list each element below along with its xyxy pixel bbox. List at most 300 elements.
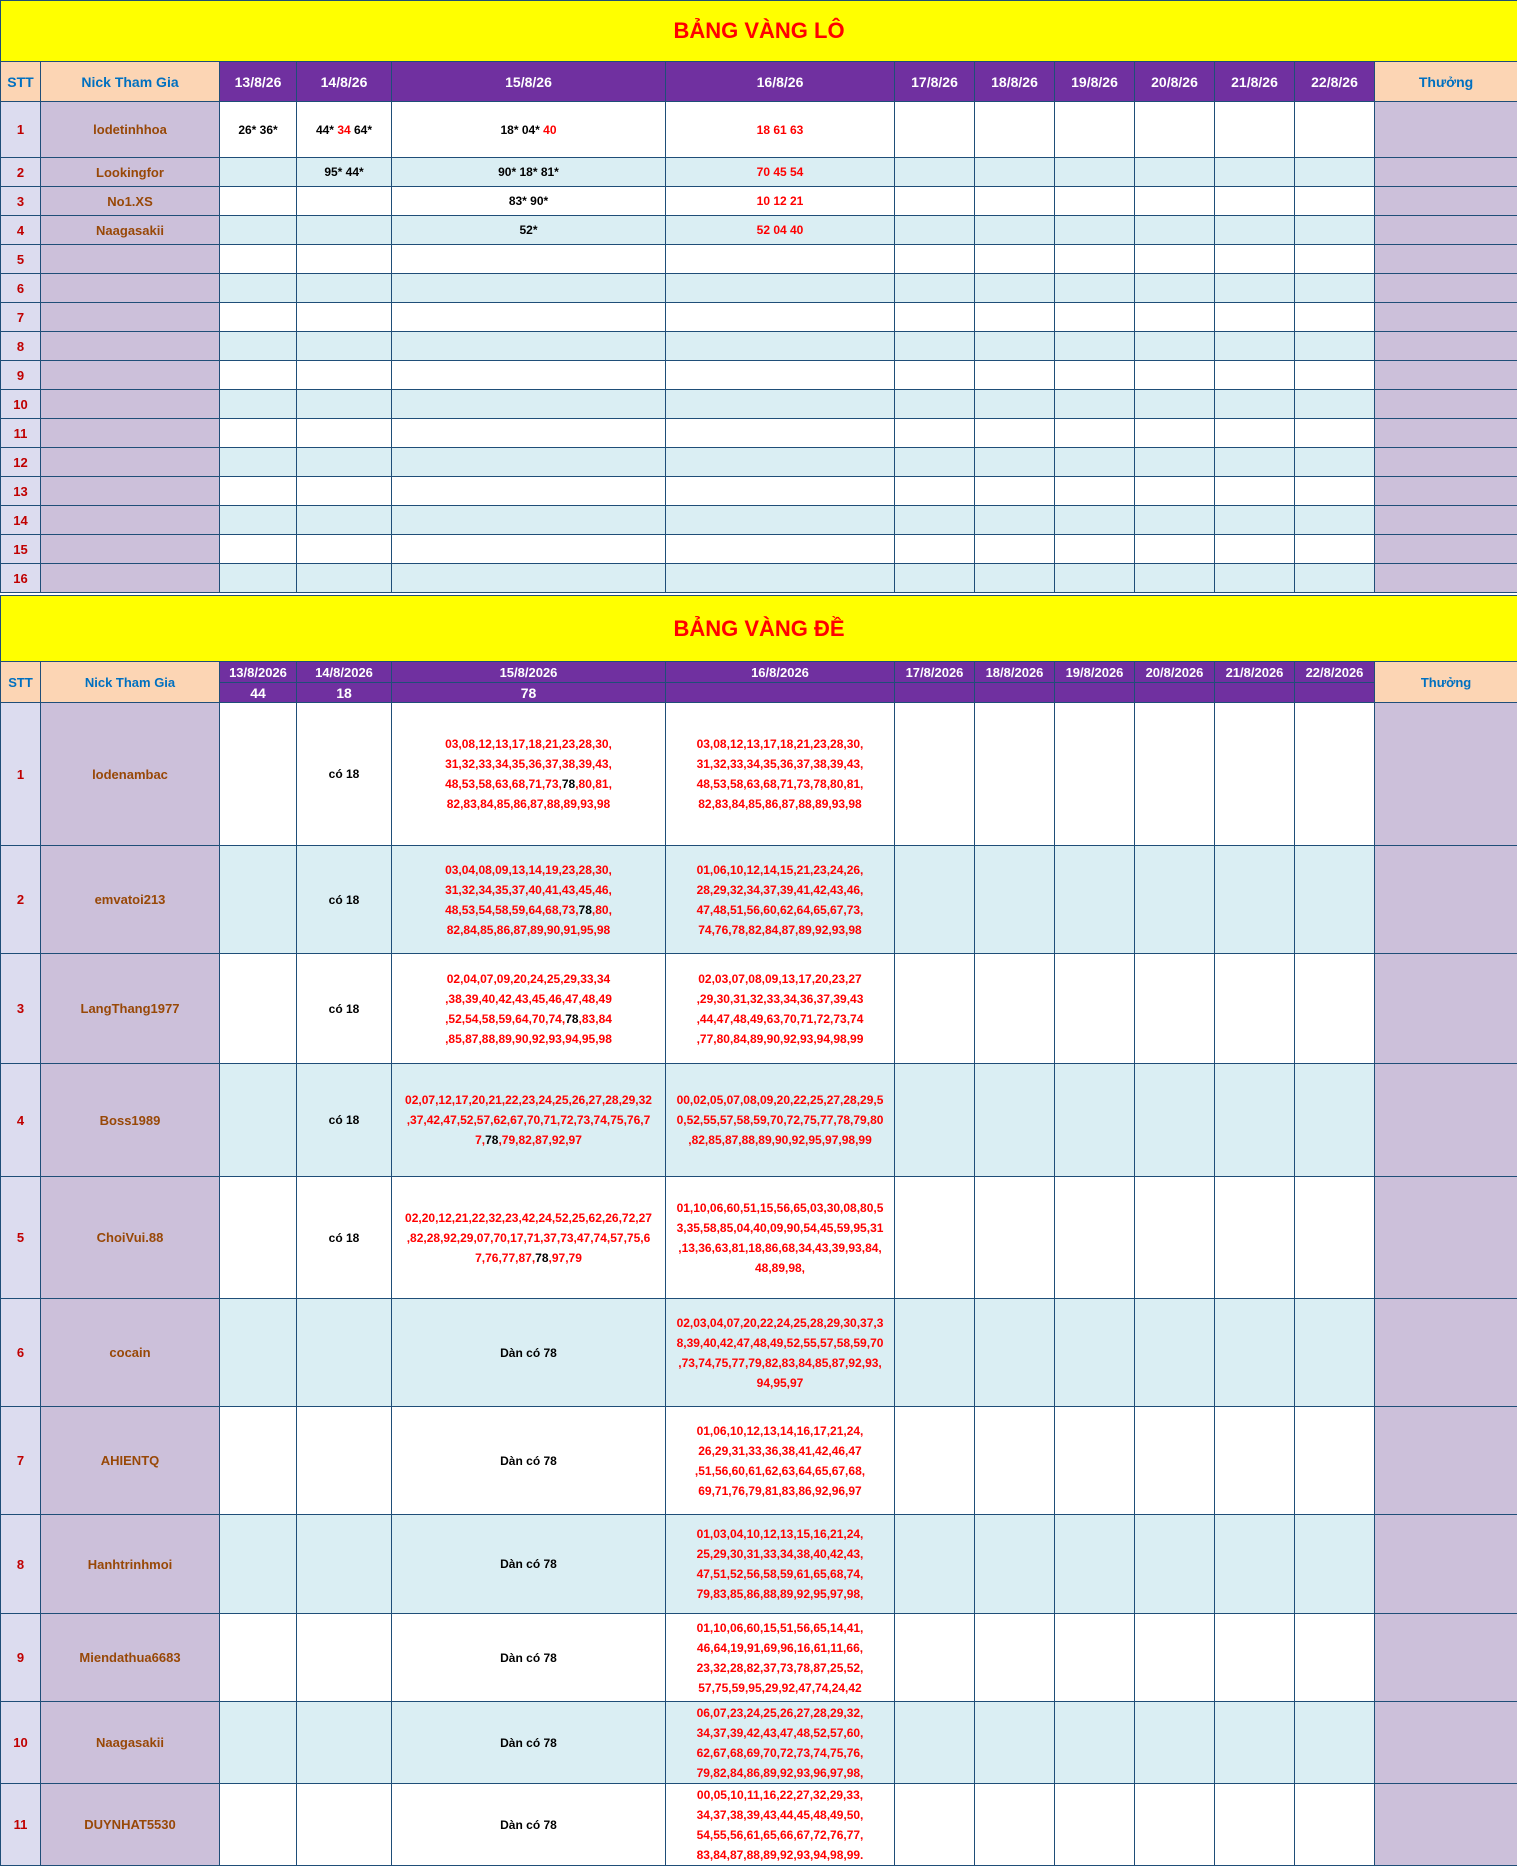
de-header-date: 16/8/2026: [666, 662, 895, 683]
de-row: [1, 1515, 1517, 1614]
lo-cell: [1295, 390, 1375, 419]
lo-cell: [220, 102, 297, 158]
de-row: [1, 1177, 1517, 1299]
row-nick: [41, 535, 220, 564]
de-row: [1, 1702, 1517, 1784]
lo-cell: [1055, 564, 1135, 593]
de-cell: [895, 1702, 975, 1784]
lo-cell: [1135, 477, 1215, 506]
lo-number: 26* 36*: [238, 122, 278, 137]
lo-cell: [1295, 303, 1375, 332]
lo-cell: [1135, 390, 1215, 419]
de-cell: [297, 1299, 392, 1407]
lo-cell: [895, 564, 975, 593]
de-cell: [392, 1064, 666, 1177]
lo-cell: [1295, 102, 1375, 158]
de-cell: [1215, 1614, 1295, 1702]
row-stt: 2: [1, 846, 41, 954]
de-cell: [666, 1784, 895, 1866]
lo-cell: [1295, 158, 1375, 187]
lo-cell: [220, 506, 297, 535]
lo-cell: [297, 361, 392, 390]
de-row: [1, 1064, 1517, 1177]
de-numbers: 01,06,10,12,13,14,16,17,21,24, 26,29,31,33,36,38,41,42,46,47 ,51,56,60,61,62,63,64,65,67,68, 69,71,76,79,81,83,86,92,96,97: [694, 1423, 866, 1498]
de-cell: [1215, 1407, 1295, 1515]
de-row: [1, 1299, 1517, 1407]
lo-cell: [1055, 448, 1135, 477]
lo-cell: [392, 274, 666, 303]
lo-row: [1, 361, 1517, 390]
de-numbers: 00,05,10,11,16,22,27,32,29,33, 34,37,38,39,43,44,45,48,49,50, 54,55,56,61,65,66,67,72,76,77, 83,84,87,88,89,92,93,94,98,99.: [696, 1787, 864, 1862]
de-cell: [1295, 1177, 1375, 1299]
lo-cell: [1135, 361, 1215, 390]
row-prize: [1375, 303, 1517, 332]
lo-cell: [1055, 303, 1135, 332]
de-number-hit: 78: [578, 902, 592, 917]
row-nick: [41, 245, 220, 274]
row-stt: 10: [1, 390, 41, 419]
lo-cell: [297, 332, 392, 361]
de-cell: [297, 954, 392, 1064]
de-cell: [297, 846, 392, 954]
lo-cell: [297, 274, 392, 303]
de-header-date: 15/8/2026: [392, 662, 666, 683]
de-cell: [895, 703, 975, 846]
de-cell: [1135, 1784, 1215, 1866]
de-cell: [1215, 1784, 1295, 1866]
lo-cell: [1055, 419, 1135, 448]
de-note: có 18: [328, 1230, 360, 1245]
de-cell: [1295, 846, 1375, 954]
de-cell: [975, 1407, 1055, 1515]
de-result: [895, 683, 975, 703]
lo-cell: [1215, 303, 1295, 332]
de-note: Dàn có 78: [500, 1650, 557, 1665]
de-cell: [975, 703, 1055, 846]
lo-cell: [895, 477, 975, 506]
de-cell: [392, 1515, 666, 1614]
lo-cell: [895, 187, 975, 216]
de-cell: [297, 1407, 392, 1515]
row-nick: Naagasakii: [41, 1702, 220, 1784]
de-cell: [1055, 1515, 1135, 1614]
de-cell: [220, 1407, 297, 1515]
de-numbers: ,83,84 ,85,87,88,89,90,92,93,94,95,98: [445, 1011, 612, 1046]
de-header-date: 21/8/2026: [1215, 662, 1295, 683]
lo-cell: [666, 102, 895, 158]
de-cell: [975, 1064, 1055, 1177]
lo-cell: [895, 102, 975, 158]
de-cell: [1055, 1784, 1135, 1866]
lo-cell: [1215, 274, 1295, 303]
lo-cell: [297, 245, 392, 274]
lo-cell: [297, 477, 392, 506]
lo-cell: [895, 245, 975, 274]
row-prize: [1375, 419, 1517, 448]
lo-cell: [220, 535, 297, 564]
lo-header-date: 21/8/26: [1215, 62, 1295, 102]
lo-number: 83* 90*: [508, 194, 549, 208]
lo-cell: [1215, 448, 1295, 477]
de-cell: [1135, 954, 1215, 1064]
lo-row: [1, 245, 1517, 274]
de-cell: [1295, 1407, 1375, 1515]
lo-number: 95* 44*: [324, 165, 364, 179]
lo-cell: [220, 245, 297, 274]
lo-cell: [1215, 158, 1295, 187]
de-cell: [975, 1784, 1055, 1866]
row-prize: [1375, 703, 1517, 846]
de-cell: [1135, 1064, 1215, 1177]
de-cell: [220, 846, 297, 954]
row-nick: ChoiVui.88: [41, 1177, 220, 1299]
lo-cell: [1055, 274, 1135, 303]
lo-cell: [895, 216, 975, 245]
lo-cell: [1135, 102, 1215, 158]
de-cell: [895, 1299, 975, 1407]
lo-cell: [392, 245, 666, 274]
lo-cell: [975, 477, 1055, 506]
row-nick: LangThang1977: [41, 954, 220, 1064]
de-numbers: 03,08,12,13,17,18,21,23,28,30, 31,32,33,34,35,36,37,38,39,43, 48,53,58,63,68,71,73,: [445, 737, 612, 791]
lo-cell: [1055, 390, 1135, 419]
de-numbers: 03,08,12,13,17,18,21,23,28,30, 31,32,33,34,35,36,37,38,39,43, 48,53,58,63,68,71,73,78,80,81, 82,83,84,85,86,87,88,89,93,98: [696, 737, 864, 811]
de-cell: [1055, 1407, 1135, 1515]
de-result: 78: [392, 683, 666, 703]
lo-cell: [1295, 564, 1375, 593]
de-cell: [1135, 1177, 1215, 1299]
de-cell: [220, 1177, 297, 1299]
de-cell: [1215, 846, 1295, 954]
lo-row: [1, 535, 1517, 564]
lo-header-date: 16/8/26: [666, 62, 895, 102]
lo-cell: [392, 419, 666, 448]
de-cell: [895, 1064, 975, 1177]
de-cell: [895, 1784, 975, 1866]
lo-number-hit: 34: [337, 122, 351, 137]
lo-cell: [895, 419, 975, 448]
de-result: [1055, 683, 1135, 703]
de-cell: [1215, 954, 1295, 1064]
row-stt: 5: [1, 245, 41, 274]
lo-row: [1, 216, 1517, 245]
de-header-date: 20/8/2026: [1135, 662, 1215, 683]
row-nick: [41, 390, 220, 419]
de-cell: [975, 1614, 1055, 1702]
row-prize: [1375, 158, 1517, 187]
de-cell: [1055, 1614, 1135, 1702]
de-cell: [666, 1515, 895, 1614]
lo-cell: [1215, 419, 1295, 448]
row-nick: lodetinhhoa: [41, 102, 220, 158]
row-nick: Lookingfor: [41, 158, 220, 187]
de-cell: [1135, 1299, 1215, 1407]
row-nick: DUYNHAT5530: [41, 1784, 220, 1866]
lo-cell: [220, 390, 297, 419]
row-nick: [41, 361, 220, 390]
lo-header-date: 19/8/26: [1055, 62, 1135, 102]
de-cell: [666, 1702, 895, 1784]
lo-cell: [666, 419, 895, 448]
lo-header-date: 20/8/26: [1135, 62, 1215, 102]
de-cell: [1215, 1177, 1295, 1299]
de-note: có 18: [328, 892, 360, 907]
lo-cell: [1135, 245, 1215, 274]
lo-cell: [666, 274, 895, 303]
de-cell: [297, 1064, 392, 1177]
de-numbers: 01,10,06,60,51,15,56,65,03,30,08,80,5 3,35,58,85,04,40,09,90,54,45,59,95,31 ,13,36,63,81,18,86,68,34,43,39,93,84, 48,89,98,: [676, 1200, 884, 1275]
lo-cell: [297, 564, 392, 593]
lo-cell: [975, 390, 1055, 419]
de-row: [1, 1784, 1517, 1866]
lo-cell: [666, 332, 895, 361]
de-header-date: 14/8/2026: [297, 662, 392, 683]
lo-header-date: 17/8/26: [895, 62, 975, 102]
de-cell: [1135, 1702, 1215, 1784]
lo-cell: [1295, 361, 1375, 390]
de-header-date: 19/8/2026: [1055, 662, 1135, 683]
row-stt: 6: [1, 274, 41, 303]
lo-cell: [1135, 303, 1215, 332]
row-prize: [1375, 361, 1517, 390]
de-cell: [895, 846, 975, 954]
de-row: [1, 703, 1517, 846]
lo-cell: [1055, 361, 1135, 390]
lo-cell: [975, 245, 1055, 274]
lo-cell: [1135, 216, 1215, 245]
row-stt: 11: [1, 419, 41, 448]
de-numbers: ,97,79: [548, 1250, 582, 1265]
lo-cell: [666, 564, 895, 593]
row-prize: [1375, 1299, 1517, 1407]
lo-cell: [297, 102, 392, 158]
de-numbers: ,80, 82,84,85,86,87,89,90,91,95,98: [446, 902, 612, 937]
lo-cell: [220, 448, 297, 477]
de-numbers: 02,03,04,07,20,22,24,25,28,29,30,37,3 8,39,40,42,47,48,49,52,55,57,58,59,70 ,73,74,75,77,79,82,83,84,85,87,92,93, 94,95,97: [676, 1315, 884, 1390]
de-note: Dàn có 78: [500, 1817, 557, 1832]
row-nick: [41, 448, 220, 477]
row-prize: [1375, 506, 1517, 535]
row-stt: 3: [1, 187, 41, 216]
lo-cell: [297, 216, 392, 245]
de-cell: [1215, 1515, 1295, 1614]
lo-row: [1, 102, 1517, 158]
row-stt: 8: [1, 332, 41, 361]
lo-cell: [895, 506, 975, 535]
de-cell: [297, 1784, 392, 1866]
row-stt: 14: [1, 506, 41, 535]
de-cell: [1295, 1784, 1375, 1866]
de-numbers: 00,02,05,07,08,09,20,22,25,27,28,29,5 0,52,55,57,58,59,70,72,75,77,78,79,80 ,82,85,87,88,89,90,92,95,97,98,99: [676, 1093, 884, 1147]
de-cell: [392, 1702, 666, 1784]
lo-header-date: 13/8/26: [220, 62, 297, 102]
lo-row: [1, 448, 1517, 477]
row-prize: [1375, 846, 1517, 954]
lo-cell: [895, 332, 975, 361]
row-nick: cocain: [41, 1299, 220, 1407]
de-cell: [1055, 954, 1135, 1064]
lo-number-hit: 40: [543, 122, 557, 137]
lo-cell: [975, 361, 1055, 390]
lo-cell: [392, 477, 666, 506]
de-numbers: 02,07,12,17,20,21,22,23,24,25,26,27,28,29,32 ,37,42,47,52,57,62,67,70,71,72,73,74,75,76,7 7,: [405, 1093, 652, 1147]
lo-row: [1, 187, 1517, 216]
row-prize: [1375, 1407, 1517, 1515]
row-prize: [1375, 1177, 1517, 1299]
lo-cell: [1055, 535, 1135, 564]
de-cell: [666, 1299, 895, 1407]
de-number-hit: 78: [565, 1011, 579, 1026]
de-result: 44: [220, 683, 297, 703]
lo-cell: [975, 274, 1055, 303]
lo-cell: [1135, 564, 1215, 593]
lo-number: 44*: [315, 122, 338, 137]
de-cell: [297, 1515, 392, 1614]
lo-cell: [1055, 245, 1135, 274]
de-cell: [666, 703, 895, 846]
row-prize: [1375, 390, 1517, 419]
lo-cell: [666, 506, 895, 535]
lo-cell: [1295, 535, 1375, 564]
lo-cell: [297, 419, 392, 448]
lo-header-date: 22/8/26: [1295, 62, 1375, 102]
de-cell: [1215, 703, 1295, 846]
row-prize: [1375, 535, 1517, 564]
lo-cell: [1135, 332, 1215, 361]
lo-cell: [1295, 216, 1375, 245]
lo-cell: [975, 303, 1055, 332]
de-note: có 18: [328, 767, 360, 781]
de-cell: [895, 954, 975, 1064]
row-prize: [1375, 954, 1517, 1064]
lo-cell: [1135, 158, 1215, 187]
de-cell: [1135, 1515, 1215, 1614]
de-note: có 18: [328, 1113, 360, 1127]
de-cell: [1055, 1177, 1135, 1299]
row-stt: 7: [1, 303, 41, 332]
de-cell: [297, 1614, 392, 1702]
de-header-prize: Thưởng: [1375, 662, 1517, 703]
de-cell: [220, 1614, 297, 1702]
row-stt: 1: [1, 703, 41, 846]
lo-cell: [666, 535, 895, 564]
de-cell: [1295, 1299, 1375, 1407]
lo-cell: [895, 303, 975, 332]
de-cell: [666, 846, 895, 954]
lo-cell: [1215, 187, 1295, 216]
de-cell: [1055, 703, 1135, 846]
de-note: Dàn có 78: [500, 1557, 557, 1571]
de-cell: [975, 1299, 1055, 1407]
lo-cell: [297, 506, 392, 535]
lo-cell: [895, 274, 975, 303]
de-cell: [666, 1614, 895, 1702]
de-cell: [392, 1784, 666, 1866]
row-prize: [1375, 1515, 1517, 1614]
de-cell: [975, 1515, 1055, 1614]
de-header-date: 13/8/2026: [220, 662, 297, 683]
lo-cell: [1295, 506, 1375, 535]
lo-header-date: 18/8/26: [975, 62, 1055, 102]
row-prize: [1375, 274, 1517, 303]
lo-header-prize: Thưởng: [1375, 62, 1517, 102]
row-stt: 16: [1, 564, 41, 593]
row-stt: 8: [1, 1515, 41, 1614]
row-nick: lodenambac: [41, 703, 220, 846]
de-cell: [297, 1702, 392, 1784]
de-result: [1215, 683, 1295, 703]
row-stt: 9: [1, 361, 41, 390]
lo-header-date: 14/8/26: [297, 62, 392, 102]
de-cell: [1135, 1407, 1215, 1515]
de-cell: [666, 954, 895, 1064]
de-cell: [975, 1177, 1055, 1299]
lo-cell: [895, 158, 975, 187]
lo-cell: [392, 361, 666, 390]
de-cell: [1295, 954, 1375, 1064]
lo-cell: [1055, 102, 1135, 158]
lo-cell: [297, 448, 392, 477]
row-prize: [1375, 1702, 1517, 1784]
de-cell: [1295, 1064, 1375, 1177]
lo-cell: [975, 506, 1055, 535]
lo-cell: [1135, 506, 1215, 535]
de-result: [975, 683, 1055, 703]
lo-cell: [1055, 216, 1135, 245]
lo-cell: [220, 332, 297, 361]
lo-cell: [666, 390, 895, 419]
lo-cell: [297, 158, 392, 187]
de-cell: [392, 846, 666, 954]
de-cell: [895, 1515, 975, 1614]
lo-cell: [1295, 477, 1375, 506]
lo-cell: [975, 332, 1055, 361]
lo-cell: [1295, 332, 1375, 361]
de-cell: [895, 1407, 975, 1515]
lo-row: [1, 419, 1517, 448]
de-header-date: 18/8/2026: [975, 662, 1055, 683]
lo-cell: [220, 187, 297, 216]
lo-cell: [392, 506, 666, 535]
lo-cell: [1215, 535, 1295, 564]
row-stt: 3: [1, 954, 41, 1064]
de-cell: [895, 1614, 975, 1702]
de-cell: [220, 1064, 297, 1177]
row-prize: [1375, 216, 1517, 245]
lo-cell: [666, 245, 895, 274]
row-prize: [1375, 1064, 1517, 1177]
lo-cell: [1215, 216, 1295, 245]
lo-cell: [220, 361, 297, 390]
de-cell: [1055, 846, 1135, 954]
row-stt: 15: [1, 535, 41, 564]
lo-cell: [1135, 419, 1215, 448]
lo-cell: [1135, 187, 1215, 216]
row-nick: emvatoi213: [41, 846, 220, 954]
lo-number: 10 12 21: [756, 194, 804, 208]
de-numbers: ,79,82,87,92,97: [498, 1133, 582, 1147]
lo-cell: [1215, 506, 1295, 535]
lo-cell: [392, 535, 666, 564]
lo-cell: [1135, 448, 1215, 477]
de-numbers: 02,20,12,21,22,32,23,42,24,52,25,62,26,72,27 ,82,28,92,29,07,70,17,71,37,73,47,74,57,75,6 7,76,77,87,: [405, 1210, 652, 1265]
lo-cell: [392, 303, 666, 332]
row-prize: [1375, 332, 1517, 361]
row-stt: 4: [1, 216, 41, 245]
lo-cell: [895, 535, 975, 564]
de-cell: [392, 1614, 666, 1702]
lo-number: 52*: [519, 223, 538, 237]
